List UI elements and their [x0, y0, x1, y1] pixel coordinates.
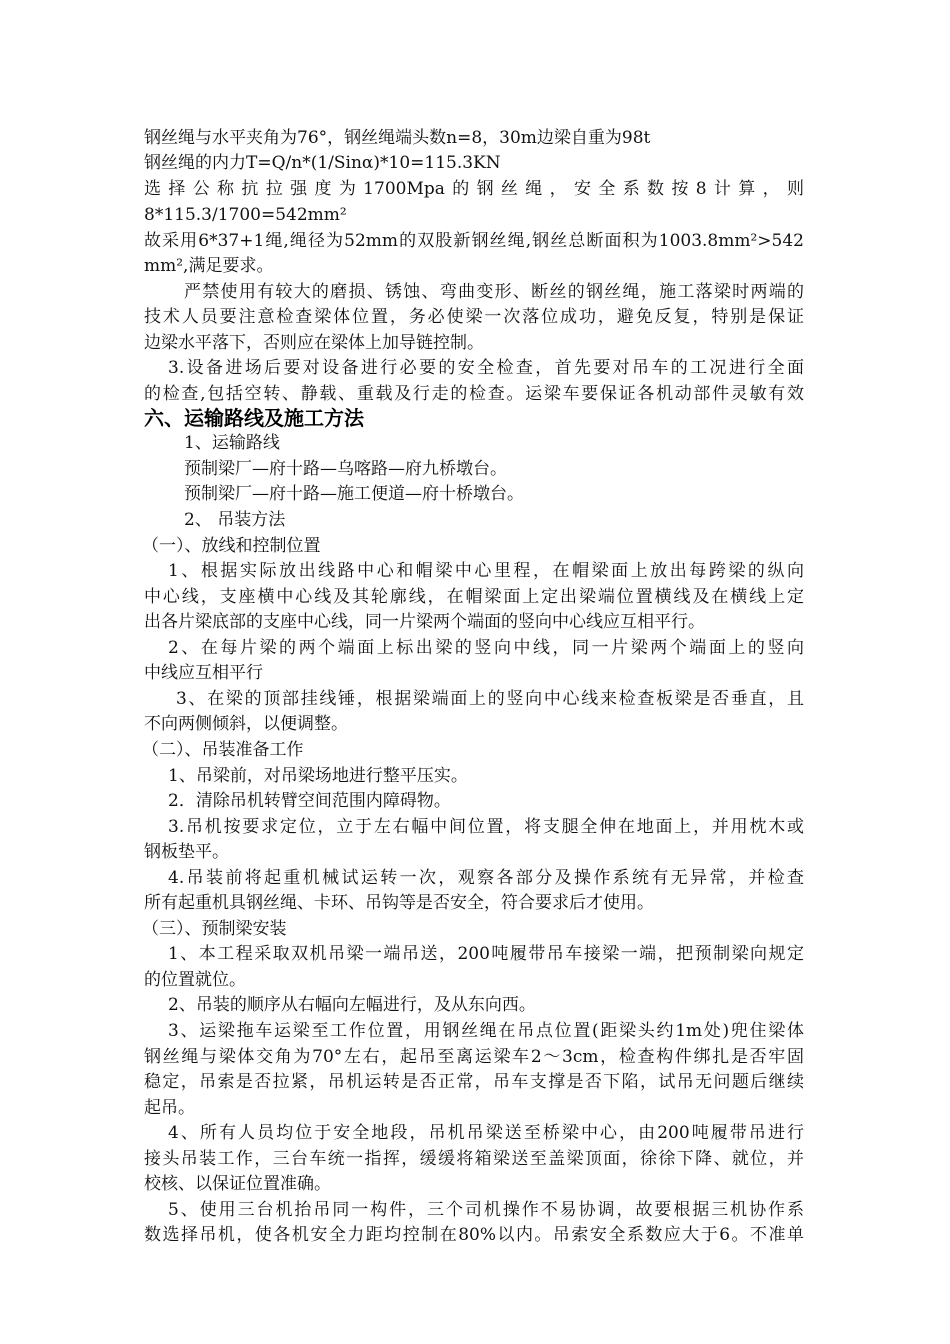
- text-line: 3.设备进场后要对设备进行必要的安全检查，首先要对吊车的工况进行全面: [168, 358, 804, 378]
- text-line: 钢板垫平。: [144, 842, 229, 862]
- text-line: （一）、放线和控制位置: [142, 536, 321, 556]
- text-line: 中心线，支座横中心线及其轮廓线，在帽梁面上定出梁端位置横线及在横线上定: [144, 587, 804, 607]
- text-line: 5、使用三台机抬吊同一构件，三个司机操作不易协调，故要根据三机协作系: [168, 1200, 804, 1220]
- text-line: 的检查,包括空转、静载、重载及行走的检查。运梁车要保证各机动部件灵敏有效: [144, 384, 804, 404]
- text-line: 4、所有人员均位于安全地段，吊机吊梁送至桥梁中心，由200吨履带吊进行: [168, 1123, 804, 1143]
- text-line: 所有起重机具钢丝绳、卡环、吊钩等是否安全，符合要求后才使用。: [144, 893, 654, 913]
- text-line: 钢丝绳的内力T=Q/n*(1/Sinα)*10=115.3KN: [144, 153, 501, 173]
- text-line: 稳定，吊索是否拉紧，吊机运转是否正常，吊车支撑是否下陷，试吊无问题后继续: [144, 1072, 804, 1092]
- text-line: 2、在每片梁的两个端面上标出梁的竖向中线，同一片梁两个端面上的竖向: [168, 638, 804, 658]
- text-line: 1、运输路线: [184, 433, 280, 453]
- text-line: 1、吊梁前，对吊梁场地进行整平压实。: [168, 766, 468, 786]
- section-heading: 六、运输路线及施工方法: [144, 406, 364, 430]
- text-line: 8*115.3/1700=542mm²: [144, 205, 347, 225]
- text-line: 2、吊装的顺序从右幅向左幅进行，及从东向西。: [168, 995, 536, 1015]
- text-line: 4.吊装前将起重机械试运转一次，观察各部分及操作系统有无异常，并检查: [168, 868, 804, 888]
- text-line: 预制梁厂—府十路—施工便道—府十桥墩台。: [184, 484, 524, 504]
- text-line: 不向两侧倾斜，以便调整。: [144, 714, 348, 734]
- text-line: （二）、吊装准备工作: [142, 740, 304, 760]
- text-line: 钢丝绳与梁体交角为70°左右，起吊至离运梁车2～3cm，检查构件绑扎是否牢固: [144, 1047, 804, 1067]
- text-line: 中线应互相平行: [144, 663, 263, 683]
- text-line: 出各片梁底部的支座中心线，同一片梁两个端面的竖向中心线应互相平行。: [144, 612, 705, 632]
- text-line: 技术人员要注意检查梁体位置，务必使梁一次落位成功，避免反复，特别是保证: [144, 307, 804, 327]
- text-line: 边梁水平落下，否则应在梁体上加导链控制。: [144, 333, 484, 353]
- text-line: 3、运梁拖车运梁至工作位置，用钢丝绳在吊点位置(距梁头约1m处)兜住梁体: [168, 1021, 804, 1041]
- text-line: 1、根据实际放出线路中心和帽梁中心里程，在帽梁面上放出每跨梁的纵向: [168, 561, 804, 581]
- text-line: 3、在梁的顶部挂线锤，根据梁端面上的竖向中心线来检查板梁是否垂直，且: [176, 689, 804, 709]
- text-line: mm²,满足要求。: [144, 256, 274, 276]
- text-line: 校核、以保证位置准确。: [144, 1174, 331, 1194]
- text-line: （三）、预制梁安装: [142, 919, 287, 939]
- text-line: 3.吊机按要求定位，立于左右幅中间位置，将支腿全伸在地面上，并用枕木或: [168, 817, 804, 837]
- text-line: 的位置就位。: [144, 970, 246, 990]
- text-line: 数选择吊机，使各机安全力距均控制在80%以内。吊索安全系数应大于6。不准单: [144, 1225, 804, 1245]
- text-line: 2、 吊装方法: [184, 510, 286, 530]
- text-line: 故采用6*37+1绳,绳径为52mm的双股新钢丝绳,钢丝总断面积为1003.8mm²>542: [144, 231, 804, 251]
- text-line: 严禁使用有较大的磨损、锈蚀、弯曲变形、断丝的钢丝绳，施工落梁时两端的: [184, 282, 804, 302]
- text-line: 钢丝绳与水平夹角为76°，钢丝绳端头数n=8，30m边梁自重为98t: [144, 128, 651, 148]
- text-line: 起吊。: [144, 1098, 195, 1118]
- text-line: 2．清除吊机转臂空间范围内障碍物。: [168, 791, 451, 811]
- text-line: 选择公称抗拉强度为1700Mpa的钢丝绳，安全系数按8计算，则: [144, 179, 804, 199]
- text-line: 接头吊装工作，三台车统一指挥，缓缓将箱梁送至盖梁顶面，徐徐下降、就位，并: [144, 1149, 804, 1169]
- text-line: 1、本工程采取双机吊梁一端吊送，200吨履带吊车接梁一端，把预制梁向规定: [168, 944, 804, 964]
- text-line: 预制梁厂—府十路—乌喀路—府九桥墩台。: [184, 459, 507, 479]
